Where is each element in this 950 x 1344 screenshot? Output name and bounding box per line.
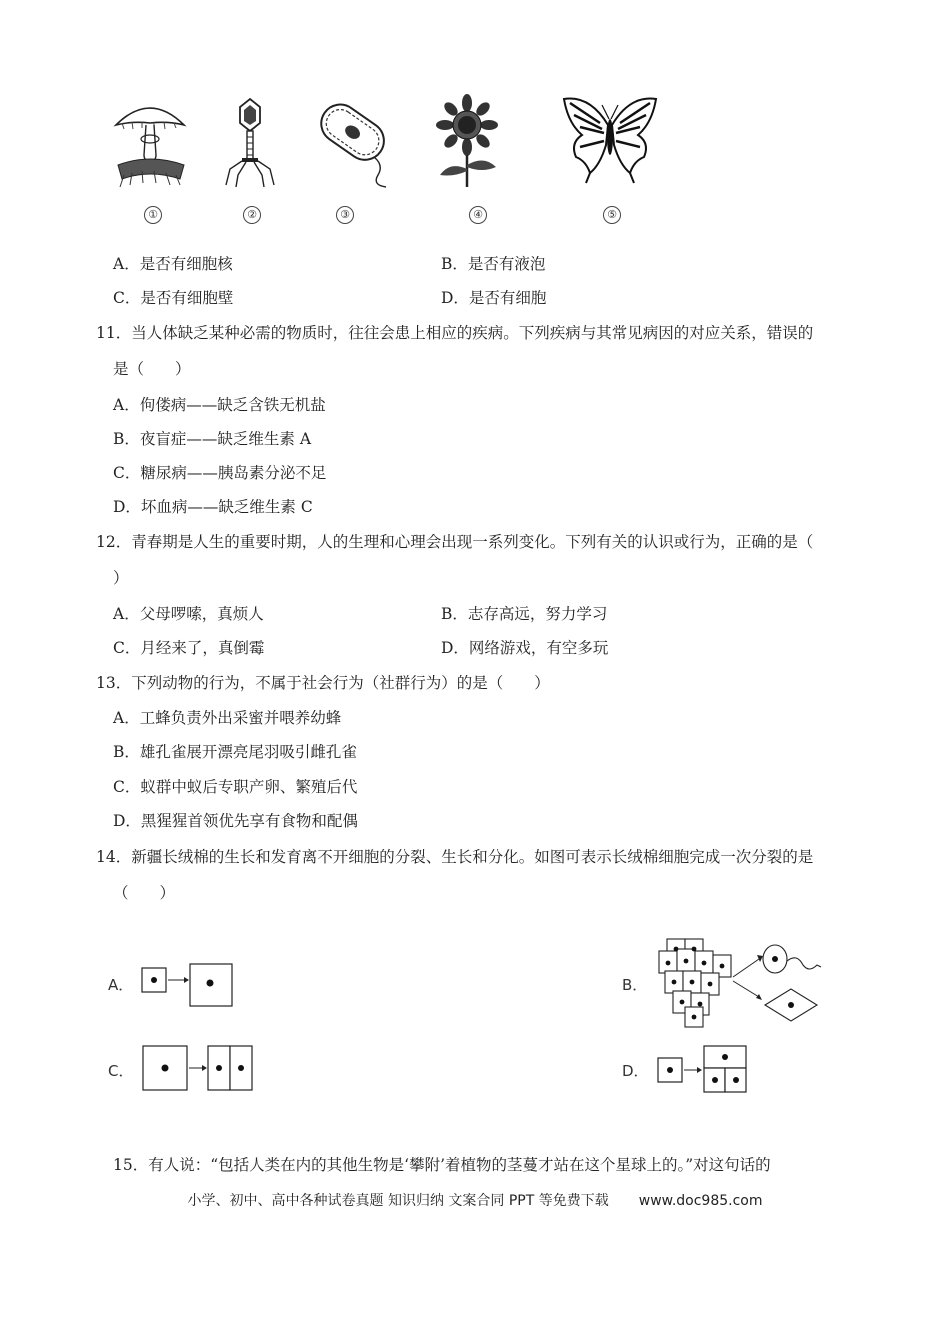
- q14-figure-b-label: B．: [622, 976, 648, 994]
- q11-option-b: B．夜盲症——缺乏维生素 A: [113, 430, 312, 448]
- q12-stem-line1: 12．青春期是人生的重要时期，人的生理和心理会出现一系列变化。下列有关的认识或行为，正确的是（: [96, 533, 814, 551]
- q14-figure-a-label: A．: [108, 976, 134, 994]
- q10-option-c: C．是否有细胞壁: [113, 289, 234, 307]
- q12-option-b: B．志存高远，努力学习: [441, 605, 608, 623]
- q13-option-a: A．工蜂负责外出采蜜并喂养幼蜂: [113, 709, 342, 727]
- q13-option-c: C．蚁群中蚁后专职产卵、繁殖后代: [113, 778, 358, 796]
- q11-option-d: D．坏血病——缺乏维生素 C: [113, 498, 313, 516]
- bacteriophage-icon: [222, 95, 278, 190]
- q13-stem-line1: 13．下列动物的行为，不属于社会行为（社群行为）的是（ ）: [96, 674, 550, 692]
- q13-option-b: B．雄孔雀展开漂亮尾羽吸引雌孔雀: [113, 743, 357, 761]
- figure-label-5: ⑤: [603, 206, 621, 224]
- q14-figure-b: [655, 935, 830, 1030]
- q14-figure-d: [655, 1044, 755, 1096]
- bacterium-icon: [312, 95, 397, 190]
- footer-url[interactable]: www.doc985.com: [638, 1193, 763, 1209]
- q14-stem-line1: 14．新疆长绒棉的生长和发育离不开细胞的分裂、生长和分化。如图可表示长绒棉细胞完成一次分裂的是: [96, 848, 814, 866]
- figure-label-1: ①: [144, 206, 162, 224]
- q11-stem-line2: 是（ ）: [113, 360, 191, 378]
- q11-option-a: A．佝偻病——缺乏含铁无机盐: [113, 396, 326, 414]
- q14-figure-a: [140, 962, 240, 1012]
- footer-text: 小学、初中、高中各种试卷真题 知识归纳 文案合同 PPT 等免费下载: [187, 1193, 609, 1209]
- q10-option-d: D．是否有细胞: [441, 289, 547, 307]
- q11-option-c: C．糖尿病——胰岛素分泌不足: [113, 464, 327, 482]
- q10-option-a: A．是否有细胞核: [113, 255, 233, 273]
- q13-option-d: D．黑猩猩首领优先享有食物和配偶: [113, 812, 358, 830]
- q14-figure-d-label: D．: [622, 1062, 649, 1080]
- q14-figure-c-label: C．: [108, 1062, 134, 1080]
- q12-option-c: C．月经来了，真倒霉: [113, 639, 265, 657]
- page-footer: [0, 1190, 950, 1210]
- q14-figure-c: [140, 1044, 260, 1094]
- q11-stem-line1: 11．当人体缺乏某种必需的物质时，往往会患上相应的疾病。下列疾病与其常见病因的对应关系，错误的: [96, 324, 814, 342]
- mushroom-icon: [110, 95, 190, 190]
- q15-stem-line1: 15．有人说：“包括人类在内的其他生物是‘攀附’着植物的茎蔓才站在这个星球上的。”对这句话的: [113, 1156, 771, 1174]
- figure-label-4: ④: [469, 206, 487, 224]
- q14-stem-line2: （ ）: [113, 884, 176, 902]
- sunflower-icon: [432, 95, 502, 190]
- q12-option-d: D．网络游戏，有空多玩: [441, 639, 609, 657]
- figure-label-3: ③: [336, 206, 354, 224]
- q12-option-a: A．父母啰嗦，真烦人: [113, 605, 264, 623]
- q10-option-b: B．是否有液泡: [441, 255, 546, 273]
- q12-stem-line2: ）: [113, 569, 129, 587]
- figure-label-2: ②: [243, 206, 261, 224]
- butterfly-icon: [560, 95, 660, 185]
